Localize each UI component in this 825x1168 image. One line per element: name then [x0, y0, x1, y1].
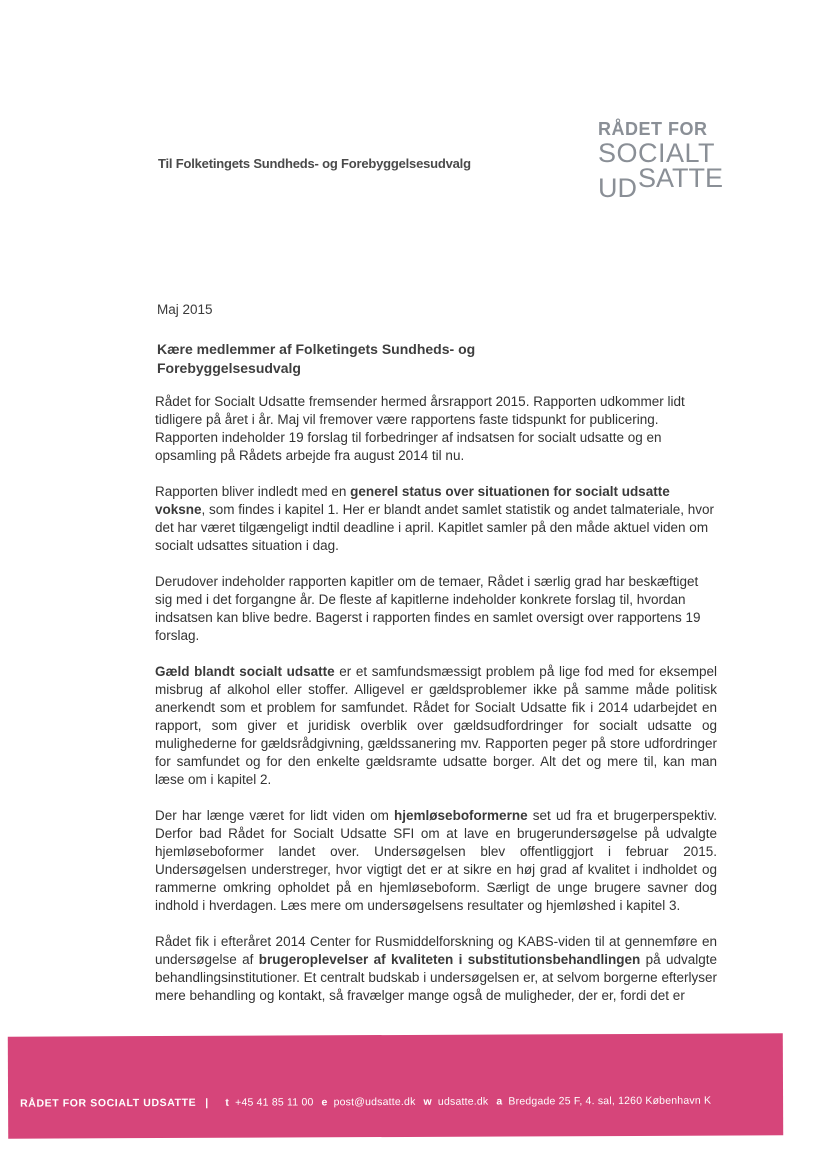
paragraph-chapters: Derudover indeholder rapporten kapitler om de temaer, Rådet i særlig grad har beskæftiget sig med i det forgangne år. De fleste af kapitlerne indeholder konkrete forslag til, hvordan indsatsen kan blive bedre. Bagerst i rapporten findes en samlet oversigt over rapportens 19 forslag. [155, 574, 701, 643]
footer-phone-key: t [225, 1096, 230, 1109]
paragraph-intro: Rådet for Socialt Udsatte fremsender hermed årsrapport 2015. Rapporten udkommer lidt tidligere på året i år. Maj vil fremover være rapportens faste tidspunkt for publicering. Rapporten indeholder 19 forslag til forbedringer af indsatsen for socialt udsatte og en opsamling på Rådets arbejde fra august 2014 til nu. [155, 394, 685, 463]
paragraph-homeless-pre: Der har længe været for lidt viden om [155, 808, 395, 823]
footer-contact-line [20, 1095, 711, 1110]
paragraph-status-post: , som findes i kapitel 1. Her er blandt andet samlet statistik og andet talmateriale, hvor det har været tilgængeligt indtil deadline i april. Kapitlet samler på den måde aktuel viden om socialt udsattes situation i dag. [155, 502, 715, 553]
logo-line-1: RÅDET FOR [598, 119, 708, 139]
paragraph-substitution-post: på udvalgte behandlingsinstitutioner. Et centralt budskab i undersøgelsen er, at selvom borgerne efterlyser mere behandling og kontakt, så fravælger mange også de muligheder, der er, fordi det er [155, 952, 718, 1003]
footer-phone: +45 41 85 11 00 [235, 1096, 314, 1109]
logo-line-2: SOCIALT [598, 138, 716, 168]
letter-body [155, 393, 717, 1023]
paragraph-homeless [155, 807, 717, 915]
logo-line-3-satte: SATTE [638, 163, 724, 193]
organization-logo [598, 119, 728, 203]
footer-web-key: w [423, 1095, 432, 1108]
paragraph-debt-bold: Gæld blandt socialt udsatte [155, 664, 335, 679]
footer-web: udsatte.dk [437, 1095, 489, 1108]
paragraph-substitution-pre: Rådet fik i efteråret 2014 Center for Rusmiddelforskning og KABS-viden til at gennemføre en undersøgelse af [155, 934, 717, 967]
paragraph-status [155, 483, 717, 555]
paragraph-debt [155, 663, 717, 789]
logo-line-3-ud: UD [598, 173, 637, 203]
paragraph-status-pre: Rapporten bliver indledt med en [155, 484, 351, 499]
footer-email-key: e [321, 1096, 328, 1109]
footer-address-key: a [496, 1095, 503, 1108]
footer-band [8, 1033, 783, 1138]
paragraph-homeless-post: set ud fra et brugerperspektiv. Derfor bad Rådet for Socialt Udsatte SFI om at lave en brugerundersøgelse på udvalgte hjemløseboformer landet over. Undersøgelsen blev offentliggjort i februar 2015. Undersøgelsen understreger, hvor vigtigt det er at sikre en høj grad af kvalitet i indholdet og rammerne omkring opholdet på en hjemløseboform. Særligt de unge brugere savner dog indhold i hverdagen. Læs mere om undersøgelsens resultater og hjemløshed i kapitel 3. [155, 808, 717, 913]
addressee-line: Til Folketingets Sundheds- og Forebyggelsesudvalg [158, 156, 471, 171]
letter-date: Maj 2015 [157, 302, 213, 317]
paragraph-substitution [155, 933, 717, 1005]
footer-separator: | [205, 1096, 209, 1109]
footer-org-name: RÅDET FOR SOCIALT UDSATTE [20, 1096, 197, 1110]
logo-line-3 [598, 163, 728, 203]
footer-address: Bredgade 25 F, 4. sal, 1260 København K [508, 1094, 712, 1108]
paragraph-substitution-bold: brugeroplevelser af kvaliteten i substitutionsbehandlingen [258, 952, 641, 967]
salutation-heading: Kære medlemmer af Folketingets Sundheds- og Forebyggelsesudvalg [157, 341, 476, 376]
footer-email: post@udsatte.dk [333, 1095, 416, 1109]
paragraph-debt-post: er et samfundsmæssigt problem på lige fod med for eksempel misbrug af alkohol eller stoffer. Alligevel er gældsproblemer ikke på samme måde politisk anerkendt som et problem for samfundet. Rådet for Socialt Udsatte fik i 2014 udarbejdet en rapport, som giver et juridisk overblik over gældsudfordringer for socialt udsatte og mulighederne for gældsrådgivning, gældssanering mv. Rapporten peger på store udfordringer for samfundet og for den enkelte gældsramte udsatte borger. Alt det og mere til, kan man læse om i kapitel 2. [155, 664, 717, 787]
paragraph-status-bold: generel status over situationen for socialt udsatte voksne [155, 484, 670, 517]
paragraph-homeless-bold: hjemløseboformerne [394, 808, 528, 823]
